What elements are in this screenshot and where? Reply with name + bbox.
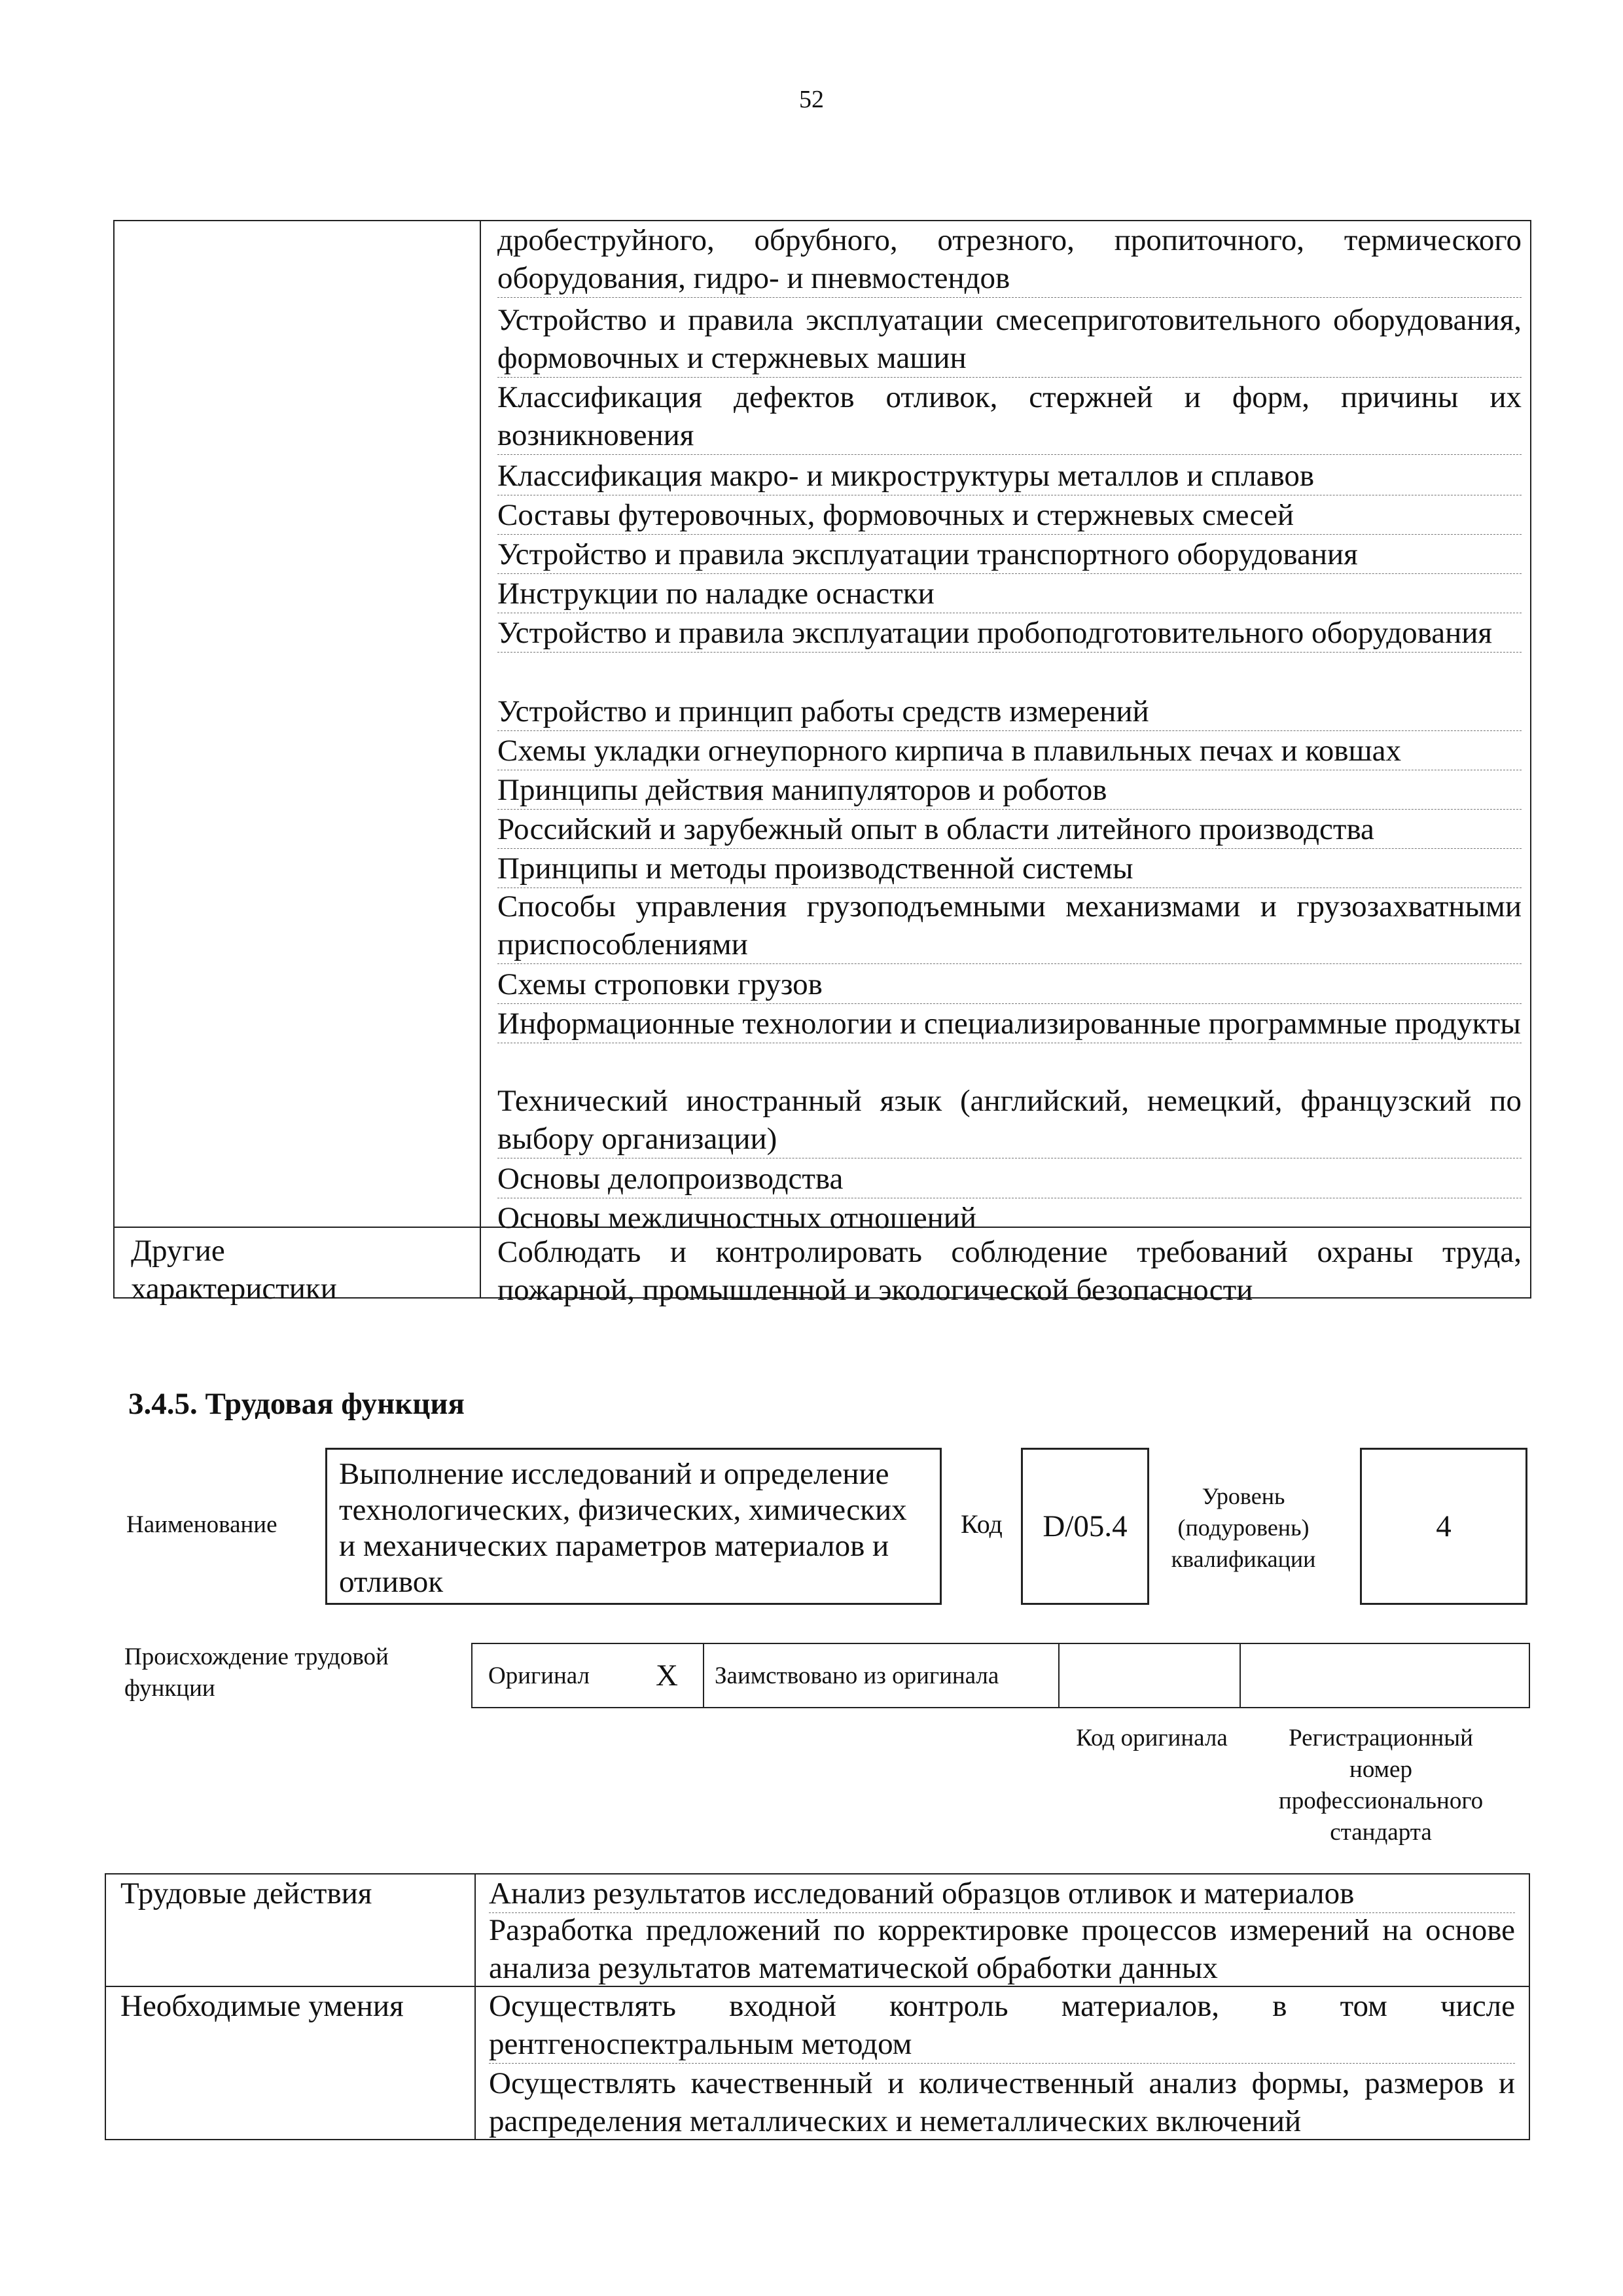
registration-number-caption: Регистрационный номер профессионального стандарта xyxy=(1278,1725,1484,1846)
origin-table xyxy=(471,1643,1530,1708)
section-title: 3.4.5. Трудовая функция xyxy=(128,1387,465,1421)
knowledge-item: Устройство и правила эксплуатации транспортного оборудования xyxy=(497,535,1522,574)
column-divider xyxy=(474,1874,476,2139)
knowledge-item: Информационные технологии и специализированные программные продукты xyxy=(497,1005,1522,1043)
knowledge-item: Составы футеровочных, формовочных и стержневых смесей xyxy=(497,496,1522,535)
knowledge-item: Устройство и правила эксплуатации смесеприготовительного оборудования, формовочных и стержневых машин xyxy=(497,301,1522,378)
knowledge-item: Устройство и правила эксплуатации пробоподготовительного оборудования xyxy=(497,614,1522,653)
labor-action-item: Анализ результатов исследований образцов отливок и материалов xyxy=(489,1874,1515,1913)
knowledge-item: Классификация макро- и микроструктуры металлов и сплавов xyxy=(497,457,1522,495)
code-box xyxy=(1021,1448,1149,1605)
required-skill-item: Осуществлять входной контроль материалов, в том числе рентгеноспектральным методом xyxy=(489,1987,1515,2064)
cell-divider xyxy=(1058,1644,1060,1707)
column-divider xyxy=(480,221,481,1297)
level-value: 4 xyxy=(1436,1509,1452,1543)
code-value: D/05.4 xyxy=(1043,1509,1128,1543)
labor-actions-label: Трудовые действия xyxy=(120,1876,372,1910)
other-characteristics-text: Соблюдать и контролировать соблюдение требований охраны труда, пожарной, промышленной и экологической безопасности xyxy=(497,1235,1522,1307)
labor-actions-table xyxy=(105,1873,1530,2140)
knowledge-item: Основы делопроизводства xyxy=(497,1160,1522,1198)
origin-label: Происхождение трудовой функции xyxy=(124,1643,389,1702)
required-skills-label: Необходимые умения xyxy=(120,1989,404,2023)
other-characteristics-label: Другие характеристики xyxy=(131,1234,337,1306)
function-name-box: Выполнение исследований и определение технологических, физических, химических и механических параметров материалов и отливок xyxy=(325,1448,942,1605)
code-label: Код xyxy=(961,1509,1003,1539)
cell-divider xyxy=(703,1644,704,1707)
knowledge-item: Классификация дефектов отливок, стержней и форм, причины их возникновения xyxy=(497,378,1522,455)
cell-divider xyxy=(1240,1644,1241,1707)
knowledge-item: Схемы укладки огнеупорного кирпича в плавильных печах и ковшах xyxy=(497,732,1522,770)
knowledge-item: Российский и зарубежный опыт в области литейного производства xyxy=(497,810,1522,849)
knowledge-table xyxy=(113,220,1531,1307)
knowledge-item: Принципы и методы производственной системы xyxy=(497,850,1522,888)
original-label: Оригинал xyxy=(488,1662,590,1689)
knowledge-item: Технический иностранный язык (английский, немецкий, французский по выбору организации) xyxy=(497,1082,1522,1158)
labor-action-item: Разработка предложений по корректировке процессов измерений на основе анализа результатов математической обработки данных xyxy=(489,1913,1515,1985)
required-skill-item: Осуществлять качественный и количественный анализ формы, размеров и распределения металлических и неметаллических включений xyxy=(489,2066,1515,2138)
level-label: Уровень (подуровень) квалификации xyxy=(1171,1483,1316,1572)
level-box xyxy=(1360,1448,1527,1605)
knowledge-item: Способы управления грузоподъемными механизмами и грузозахватными приспособлениями xyxy=(497,888,1522,964)
original-mark: X xyxy=(656,1659,678,1693)
knowledge-item: Устройство и принцип работы средств измерений xyxy=(497,692,1522,731)
knowledge-item: дробеструйного, обрубного, отрезного, пропиточного, термического оборудования, гидро- и пневмостендов xyxy=(497,221,1522,298)
borrowed-label: Заимствовано из оригинала xyxy=(715,1662,999,1689)
page-number: 52 xyxy=(799,86,824,113)
knowledge-item: Принципы действия манипуляторов и роботов xyxy=(497,771,1522,810)
knowledge-item: Схемы строповки грузов xyxy=(497,965,1522,1004)
code-original-caption: Код оригинала xyxy=(1076,1725,1228,1751)
knowledge-item: Основы межличностных отношений xyxy=(497,1201,977,1235)
knowledge-item: Инструкции по наладке оснастки xyxy=(497,575,1522,613)
name-label: Наименование xyxy=(126,1511,277,1538)
